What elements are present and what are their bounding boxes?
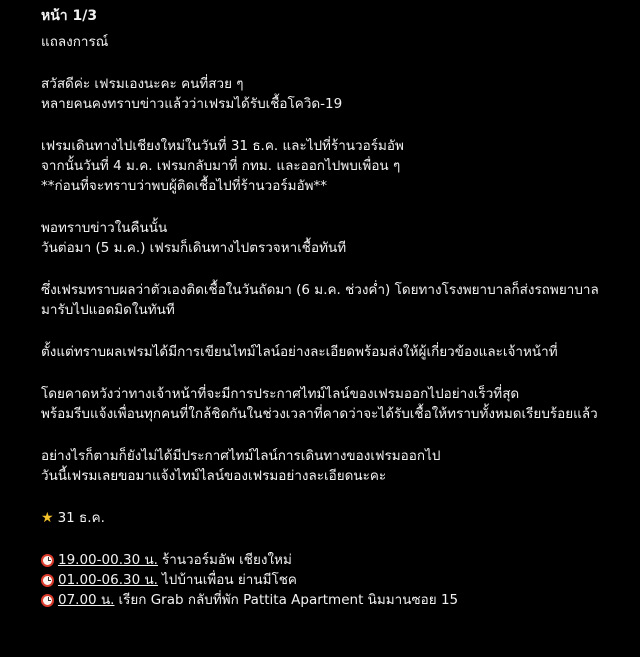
- timeline-list: [41, 550, 611, 610]
- paragraph-expectation: [41, 384, 611, 424]
- paragraph-timeline-written: [41, 342, 611, 362]
- page-indicator: หน้า 1/3: [41, 8, 98, 24]
- text-line: พร้อมรีบแจ้งเพื่อนทุกคนที่ใกล้ชิดกันในช่วงเวลาที่คาดว่าจะได้รับเชื้อให้ทราบทั้งหมดเรียบร้อยแล้ว: [41, 406, 598, 422]
- text-line: ตั้งแต่ทราบผลเฟรมได้มีการเขียนไทม์ไลน์อย่างละเอียดพร้อมส่งให้ผู้เกี่ยวข้องและเจ้าหน้าที่: [41, 344, 558, 360]
- text-line: จากนั้นวันที่ 4 ม.ค. เฟรมกลับมาที่ กทม. และออกไปพบเพื่อน ๆ: [41, 158, 401, 174]
- date-header-text: 31 ธ.ค.: [57, 510, 105, 526]
- text-line: หลายคนคงทราบข่าวแล้วว่าเฟรมได้รับเชื้อโควิด-19: [41, 96, 343, 112]
- timeline-item: [41, 590, 611, 610]
- date-header: [41, 508, 611, 528]
- timeline-time: 19.00-00.30 น.: [58, 552, 158, 568]
- text-line: ซึ่งเฟรมทราบผลว่าตัวเองติดเชื้อในวันถัดมา (6 ม.ค. ช่วงค่ำ) โดยทางโรงพยาบาลก็ส่งรถพยาบาลมารับไปแอดมิดในทันที: [41, 282, 599, 318]
- paragraph-result: [41, 280, 611, 320]
- timeline-text: เรียก Grab กลับที่พัก Pattita Apartment นิมมานซอย 15: [118, 592, 459, 608]
- star-icon: ★: [41, 510, 54, 526]
- text-line: เฟรมเดินทางไปเชียงใหม่ในวันที่ 31 ธ.ค. และไปที่ร้านวอร์มอัพ: [41, 138, 404, 154]
- timeline-text: ร้านวอร์มอัพ เชียงใหม่: [161, 552, 292, 568]
- timeline-time: 07.00 น.: [58, 592, 115, 608]
- paragraph-travel: [41, 136, 611, 196]
- timeline-item: [41, 570, 611, 590]
- text-line: วันต่อมา (5 ม.ค.) เฟรมก็เดินทางไปตรวจหาเชื้อทันที: [41, 240, 347, 256]
- text-line: วันนี้เฟรมเลยขอมาแจ้งไทม์ไลน์ของเฟรมอย่างละเอียดนะคะ: [41, 468, 387, 484]
- paragraph-announcement: [41, 446, 611, 486]
- alarm-clock-icon: [41, 574, 54, 587]
- text-line: โดยคาดหวังว่าทางเจ้าหน้าที่จะมีการประกาศไทม์ไลน์ของเฟรมออกไปอย่างเร็วที่สุด: [41, 386, 520, 402]
- timeline-time: 01.00-06.30 น.: [58, 572, 158, 588]
- timeline-text: ไปบ้านเพื่อน ย่านมีโชค: [161, 572, 297, 588]
- text-line: อย่างไรก็ตามก็ยังไม่ได้มีประกาศไทม์ไลน์การเดินทางของเฟรมออกไป: [41, 448, 441, 464]
- timeline-item: [41, 550, 611, 570]
- paragraph-title: [41, 32, 611, 52]
- paragraph-greeting: [41, 74, 611, 114]
- announcement-body: [41, 32, 611, 610]
- text-line: พอทราบข่าวในคืนนั้น: [41, 220, 168, 236]
- text-line: **ก่อนที่จะทราบว่าพบผู้ติดเชื้อไปที่ร้านวอร์มอัพ**: [41, 178, 327, 194]
- text-line: สวัสดีค่ะ เฟรมเองนะคะ คนที่สวย ๆ: [41, 76, 244, 92]
- paragraph-testing: [41, 218, 611, 258]
- announcement-heading: แถลงการณ์: [41, 34, 109, 50]
- alarm-clock-icon: [41, 594, 54, 607]
- alarm-clock-icon: [41, 554, 54, 567]
